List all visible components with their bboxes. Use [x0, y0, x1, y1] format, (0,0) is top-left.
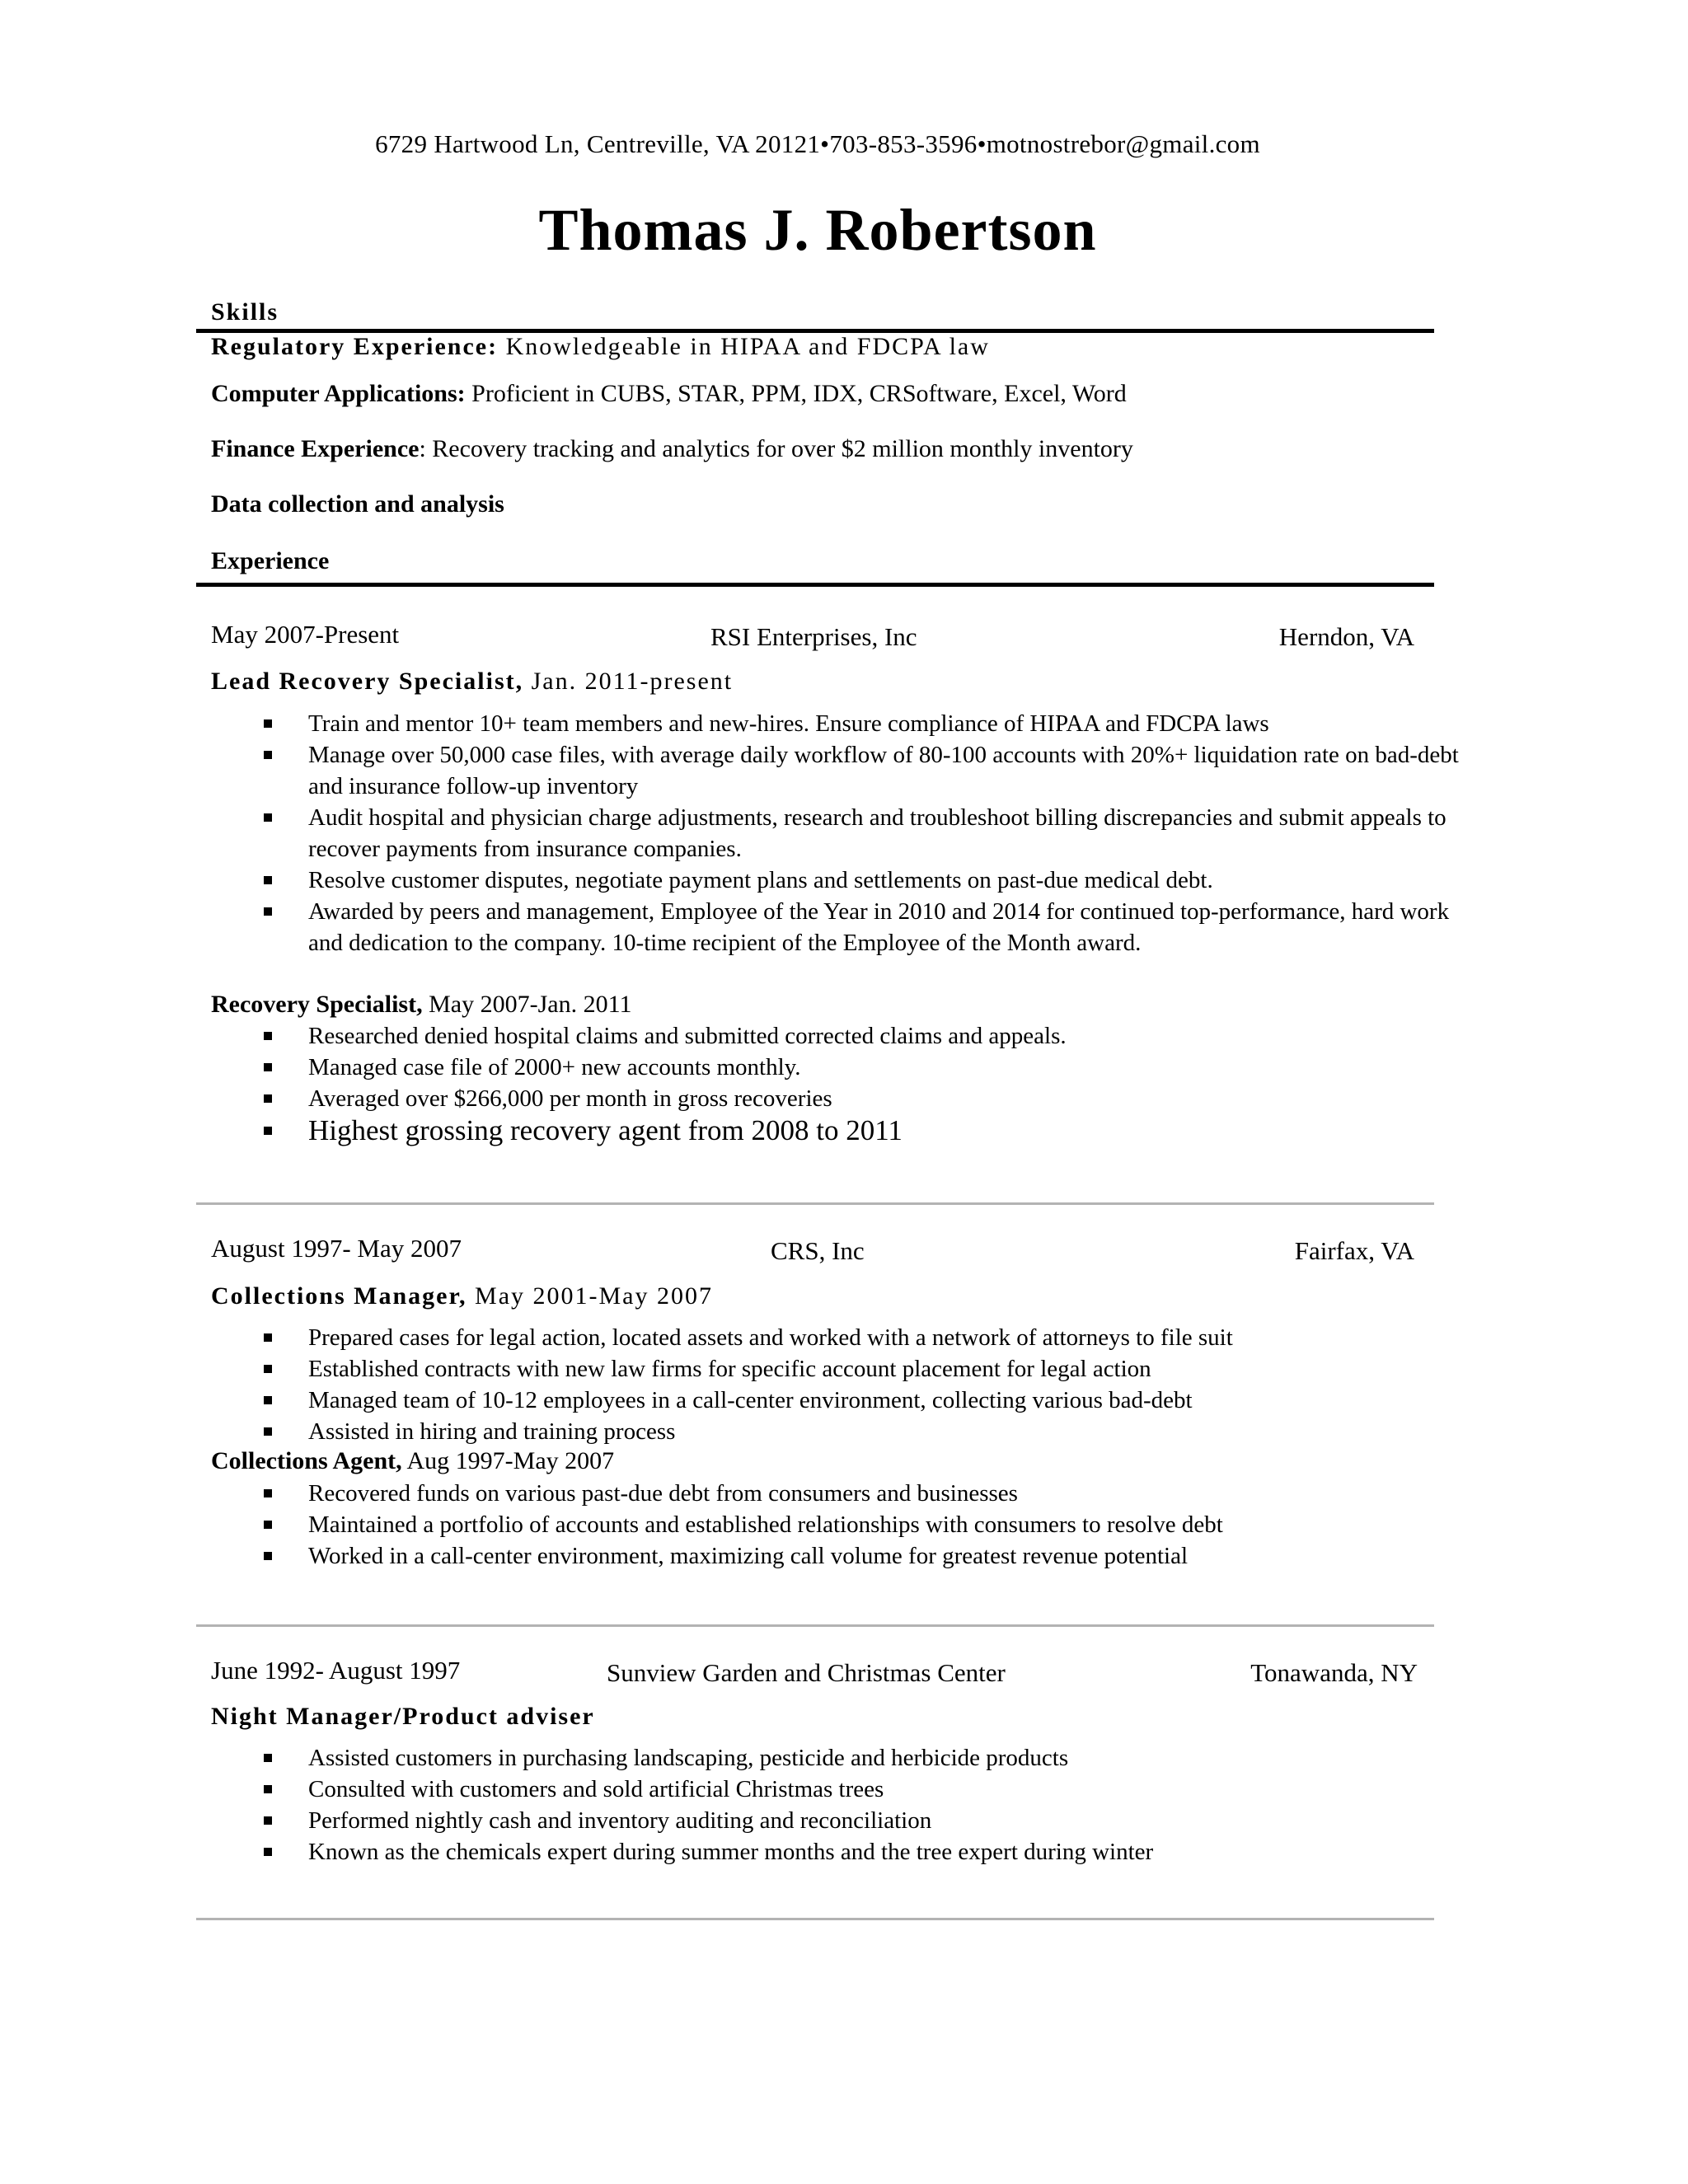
list-item: Consulted with customers and sold artificial Christmas trees [264, 1774, 1479, 1805]
role-title: Collections Manager, [211, 1282, 467, 1310]
list-item: Performed nightly cash and inventory auditing and reconciliation [264, 1805, 1479, 1836]
job-location: Herndon, VA [1278, 622, 1414, 651]
experience-rule [196, 583, 1434, 587]
job-dates: June 1992- August 1997 [211, 1656, 461, 1685]
skills-heading: Skills [211, 298, 279, 326]
list-item: Train and mentor 10+ team members and new-hires. Ensure compliance of HIPAA and FDCPA laws [264, 708, 1479, 739]
skill-text: Knowledgeable in HIPAA and FDCPA law [498, 333, 990, 360]
role-title: Collections Agent, [211, 1447, 402, 1474]
skill-label: Regulatory Experience: [211, 333, 499, 360]
role-period: Jan. 2011-present [523, 668, 734, 695]
job-divider [196, 1624, 1434, 1627]
skill-data [211, 490, 504, 518]
skill-label: Data collection and analysis [211, 490, 504, 518]
role-heading [211, 1282, 713, 1310]
skill-text: Proficient in CUBS, STAR, PPM, IDX, CRSoftware, Excel, Word [465, 380, 1127, 407]
list-item: Maintained a portfolio of accounts and established relationships with consumers to resolve debt [264, 1509, 1479, 1540]
list-item: Researched denied hospital claims and submitted corrected claims and appeals. [264, 1020, 1479, 1052]
experience-heading: Experience [211, 547, 330, 574]
role-heading [211, 1447, 614, 1475]
list-item: Audit hospital and physician charge adjustments, research and troubleshoot billing discrepancies and submit appeals to recover payments from insurance companies. [264, 802, 1479, 865]
role-period: May 2007-Jan. 2011 [422, 991, 632, 1018]
skill-finance [211, 435, 1133, 463]
job-location: Tonawanda, NY [1250, 1658, 1418, 1687]
skill-label: Computer Applications: [211, 380, 466, 407]
resume-name: Thomas J. Robertson [538, 197, 1097, 263]
list-item: Known as the chemicals expert during summer months and the tree expert during winter [264, 1836, 1479, 1868]
bullet-list [264, 1322, 1479, 1447]
skill-text: : Recovery tracking and analytics for over $2 million monthly inventory [419, 435, 1133, 462]
job-dates: August 1997- May 2007 [211, 1234, 462, 1263]
list-item: Established contracts with new law firms for specific account placement for legal action [264, 1353, 1479, 1385]
list-item: Recovered funds on various past-due debt from consumers and businesses [264, 1478, 1479, 1509]
contact-line: 6729 Hartwood Ln, Centreville, VA 20121•703-853-3596•motnostrebor@gmail.com [375, 129, 1260, 158]
job-location: Fairfax, VA [1294, 1236, 1414, 1265]
job-divider [196, 1202, 1434, 1205]
list-item: Awarded by peers and management, Employee of the Year in 2010 and 2014 for continued top-performance, hard work and dedication to the company. 10-time recipient of the Employee of the Month award. [264, 896, 1479, 958]
job-company: Sunview Garden and Christmas Center [607, 1658, 1006, 1687]
list-item: Managed case file of 2000+ new accounts monthly. [264, 1052, 1479, 1083]
role-heading [211, 1703, 595, 1731]
skill-computer [211, 380, 1127, 408]
list-item: Prepared cases for legal action, located assets and worked with a network of attorneys to file suit [264, 1322, 1479, 1353]
list-item: Assisted in hiring and training process [264, 1416, 1479, 1447]
list-item: Manage over 50,000 case files, with average daily workflow of 80-100 accounts with 20%+ liquidation rate on bad-debt and insurance follow-up inventory [264, 739, 1479, 802]
skill-regulatory [211, 333, 990, 361]
bullet-list [264, 708, 1479, 958]
list-item: Resolve customer disputes, negotiate payment plans and settlements on past-due medical debt. [264, 865, 1479, 896]
role-period: May 2001-May 2007 [467, 1282, 714, 1310]
list-item: Managed team of 10-12 employees in a call-center environment, collecting various bad-debt [264, 1385, 1479, 1416]
list-item: Assisted customers in purchasing landscaping, pesticide and herbicide products [264, 1742, 1479, 1774]
job-company: CRS, Inc [771, 1236, 865, 1265]
job-company: RSI Enterprises, Inc [710, 622, 917, 651]
role-title: Recovery Specialist, [211, 991, 423, 1018]
role-title: Night Manager/Product adviser [211, 1703, 595, 1730]
role-heading [211, 668, 733, 696]
role-heading [211, 991, 631, 1019]
job-dates: May 2007-Present [211, 620, 400, 649]
skill-label: Finance Experience [211, 435, 420, 462]
bullet-list [264, 1742, 1479, 1868]
role-period: Aug 1997-May 2007 [401, 1447, 615, 1474]
role-title: Lead Recovery Specialist, [211, 668, 524, 695]
list-item: Highest grossing recovery agent from 2008 to 2011 [264, 1114, 1479, 1147]
list-item: Worked in a call-center environment, maximizing call volume for greatest revenue potential [264, 1540, 1479, 1572]
list-item: Averaged over $266,000 per month in gross recoveries [264, 1083, 1479, 1114]
job-divider [196, 1918, 1434, 1920]
bullet-list [264, 1478, 1479, 1572]
bullet-list [264, 1020, 1479, 1147]
